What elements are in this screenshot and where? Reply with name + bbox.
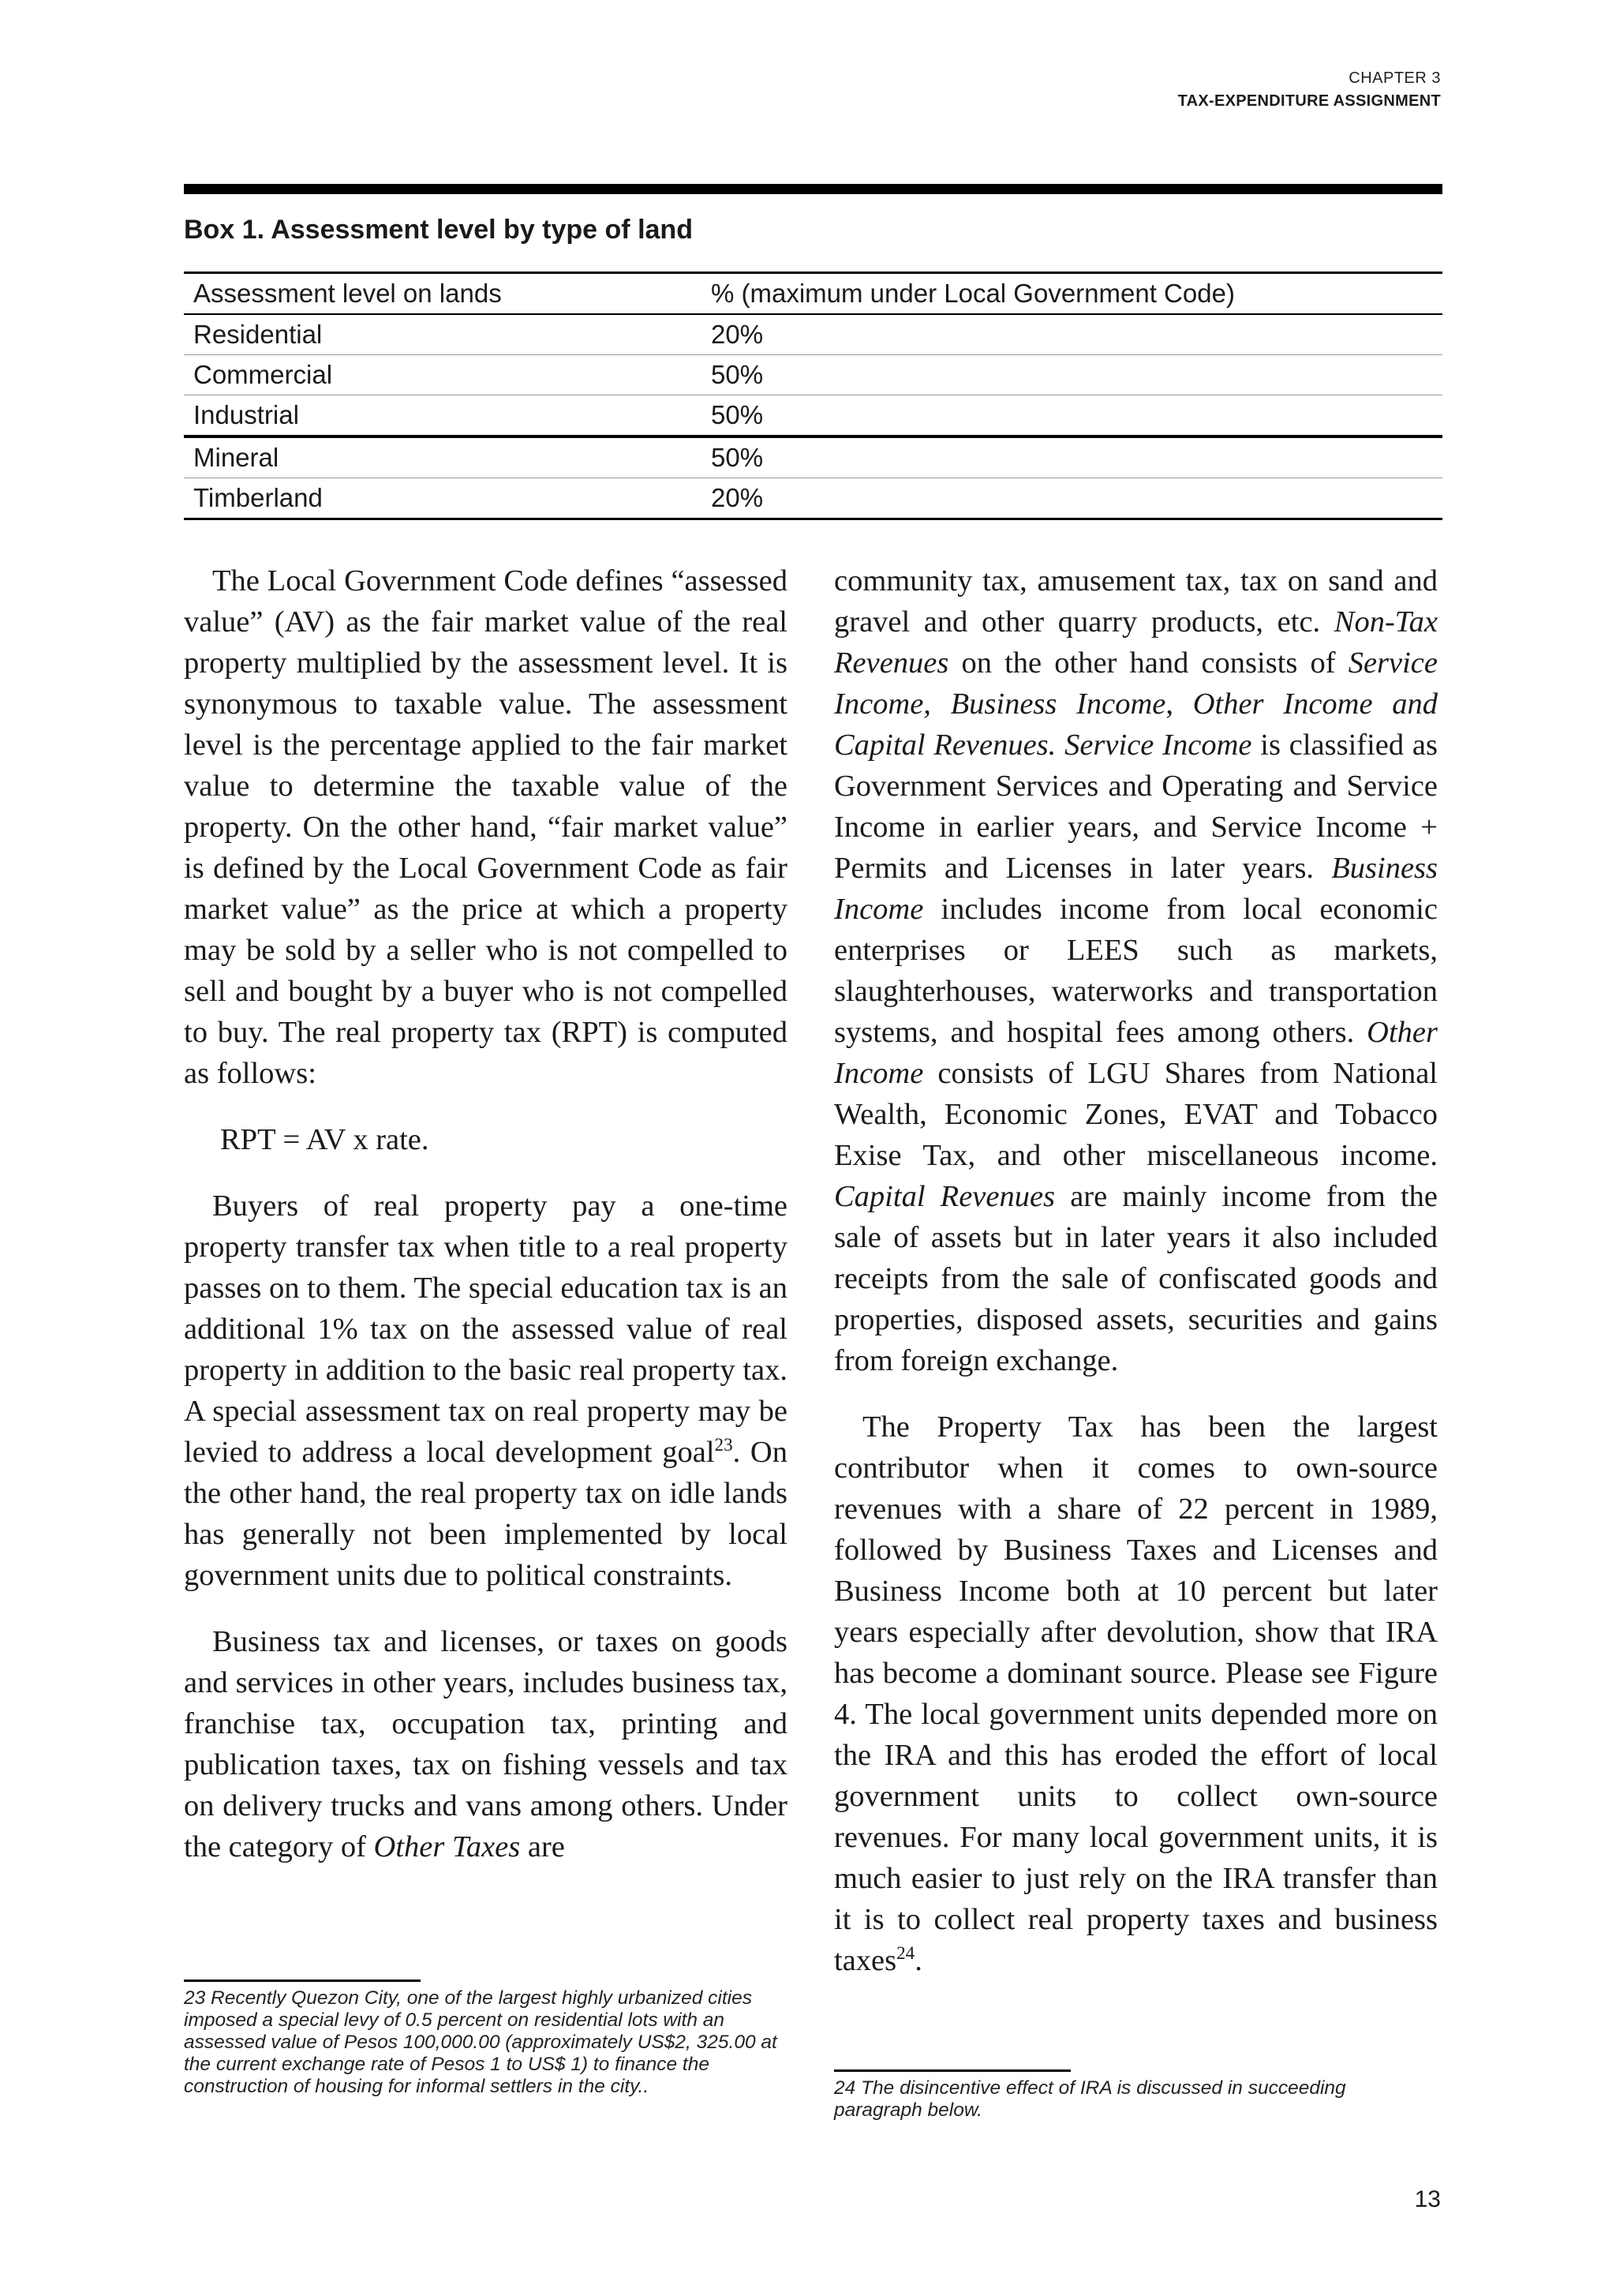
emphasis-text: Service Income (1064, 729, 1252, 762)
paragraph-text: The Property Tax has been the largest contributor when it comes to own-source revenues with a share of 22 percent in 1989, followed by Business Taxes and Licenses and Business Income both at 10 percent but later years especially after devolution, show that IRA has become a dominant source. Please see Figure 4. The local government units depended more on the IRA and this has eroded the effort of local government units to collect own-source revenues. For many local government units, it is much easier to just rely on the IRA transfer than it is to collect real property taxes and business taxes (834, 1410, 1438, 1977)
paragraph-text: , (1165, 687, 1193, 721)
paragraph-text: consists of LGU Shares from National Wealth, Economic Zones, EVAT and Tobacco Exise Tax, and other miscellaneous income. (834, 1057, 1438, 1172)
footnote-23: 23 Recently Quezon City, one of the largest highly urbanized cities imposed a special levy of 0.5 percent on residential lots with an assessed value of Pesos 100,000.00 (approximately US$2, 325.00 at the current exchange rate of Pesos 1 to US$ 1) to finance the construction of housing for informal settlers in the city.. (184, 1987, 777, 2097)
emphasis-text: Service Income, Business Income (834, 646, 1438, 721)
footnote-rule (834, 2069, 1071, 2072)
column-header: % (maximum under Local Government Code) (711, 279, 1235, 308)
paragraph-text: . (915, 1944, 922, 1977)
paragraph: The Local Government Code defines “assessed value” (AV) as the fair market value of the real property multiplied by the assessment level. It is synonymous to taxable value. The assessment level is the percentage applied to the fair market value to determine the taxable value of the property. On the other hand, “fair market value” is defined by the Local Government Code as fair market value” as the price at which a property may be sold by a seller who is not compelled to sell and bought by a buyer who is not compelled to buy. The real property tax (RPT) is computed as follows: (184, 564, 787, 1090)
emphasis-text: Other Taxes (373, 1830, 521, 1863)
paragraph-text: Buyers of real property pay a one-time property transfer tax when title to a real property passes on to them. The special education tax is an additional 1% tax on the assessed value of real property in addition to the basic real property tax. A special assessment tax on real property may be levied to address a local development goal (184, 1189, 787, 1469)
column-header: Assessment level on lands (193, 279, 502, 308)
level-cell: 20% (711, 320, 764, 349)
paragraph-text: on the other hand consists of (948, 646, 1349, 680)
table-header-row (184, 273, 1442, 315)
paragraph (834, 1406, 1438, 1981)
right-column (834, 560, 1438, 1981)
paragraph-text: . On the other hand, the real property tax on idle lands has generally not been implemented by local government units due to political constraints. (184, 1436, 787, 1592)
footnote-ref-23[interactable]: 23 (714, 1434, 733, 1455)
land-type-cell: Timberland (193, 483, 323, 512)
box-title: Box 1. Assessment level by type of land (184, 215, 693, 245)
paragraph-text: community tax, amusement tax, tax on sand and gravel and other quarry products, etc. (834, 564, 1438, 639)
emphasis-text: Capital Revenues (834, 1180, 1056, 1213)
paragraph-text: includes income from local economic enterprises or LEES such as markets, slaughterhouses, waterworks and transportation systems, and hospital fees among others. (834, 893, 1438, 1049)
top-rule (184, 184, 1442, 194)
footnote-rule (184, 1980, 421, 1982)
chapter-label: CHAPTER 3 (1349, 69, 1441, 87)
land-type-cell: Residential (193, 320, 323, 349)
emphasis-text: Business Income (834, 852, 1438, 926)
paragraph-text: are (520, 1830, 565, 1863)
emphasis-text: Non-Tax Revenues (834, 605, 1438, 680)
table-row (184, 478, 1442, 519)
running-header (1178, 69, 1441, 110)
paragraph-text: are mainly income from the sale of assets but in later years it also included receipts from the sale of confiscated goods and properties, disposed assets, securities and gains from foreign exchange. (834, 1180, 1438, 1377)
emphasis-text: Other Income (834, 1016, 1438, 1090)
page-number: 13 (1414, 2186, 1441, 2212)
footnote-ref-24[interactable]: 24 (896, 1942, 915, 1964)
land-type-cell: Commercial (193, 360, 333, 389)
table-row (184, 355, 1442, 395)
paragraph (184, 1185, 787, 1596)
chapter-title: TAX-EXPENDITURE ASSIGNMENT (1177, 92, 1441, 110)
emphasis-text: Other Income and Capital Revenues. (834, 687, 1438, 762)
assessment-table (184, 272, 1442, 520)
paragraph-text: Business tax and licenses, or taxes on goods and services in other years, includes business tax, franchise tax, occupation tax, printing and publication taxes, tax on fishing vessels and tax on delivery trucks and vans among others. Under the category of (184, 1625, 787, 1863)
level-cell: 50% (711, 360, 764, 389)
table-row (184, 395, 1442, 437)
level-cell: 50% (711, 443, 764, 472)
paragraph (834, 560, 1438, 1381)
table-row (184, 436, 1442, 478)
level-cell: 50% (711, 400, 764, 429)
left-column (184, 560, 787, 1867)
rpt-formula: RPT = AV x rate. (220, 1123, 429, 1156)
paragraph (184, 1621, 787, 1867)
land-type-cell: Mineral (193, 443, 279, 472)
footnote-24: 24 The disincentive effect of IRA is discussed in succeeding paragraph below. (834, 2077, 1346, 2121)
land-type-cell: Industrial (193, 400, 299, 429)
table-row (184, 314, 1442, 355)
paragraph-text (1056, 729, 1064, 762)
level-cell: 20% (711, 483, 764, 512)
paragraph-text: is classified as Government Services and Operating and Service Income in earlier years, and Service Income + Permits and Licenses in later years. (834, 729, 1438, 885)
